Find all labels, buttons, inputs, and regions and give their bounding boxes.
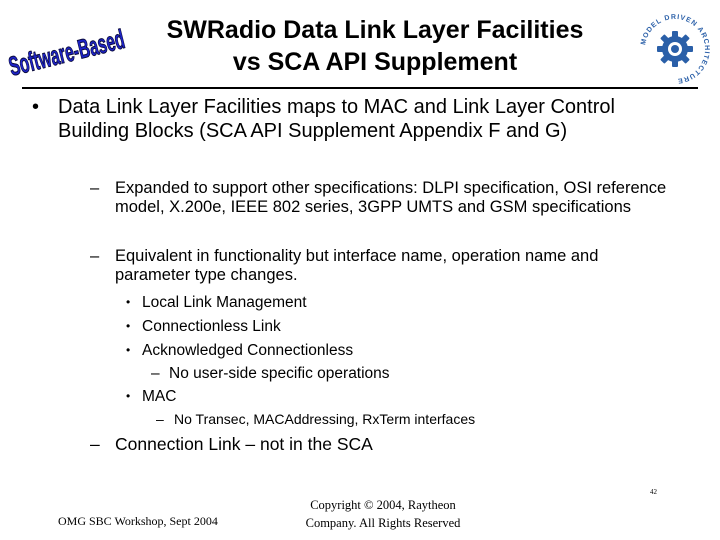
page-title — [135, 14, 615, 78]
gear-icon — [657, 31, 693, 67]
dash-icon: – — [90, 179, 100, 197]
list-item — [126, 293, 307, 312]
bullet-dot-icon: • — [126, 389, 131, 403]
title-line-1: SWRadio Data Link Layer Facilities — [166, 16, 584, 44]
mda-logo-text: MODEL DRIVEN ARCHITECTURE — [640, 13, 711, 85]
bullet-dot-icon: • — [126, 343, 131, 357]
dash-icon: – — [156, 411, 164, 427]
bullet-dot-icon: • — [126, 295, 131, 309]
mda-logo — [636, 10, 714, 88]
sub-bullet-expanded — [90, 179, 675, 217]
title-divider — [22, 87, 698, 89]
dash-icon: – — [151, 365, 160, 382]
list-item-label: Local Link Management — [142, 294, 307, 311]
bullet-dot-icon: • — [126, 319, 131, 333]
list-subitem-label: No user-side specific operations — [169, 365, 390, 382]
list-item — [126, 387, 177, 406]
list-item — [126, 341, 354, 360]
page-number: 42 — [650, 488, 657, 496]
dash-icon: – — [90, 434, 100, 454]
copyright-line-1: Copyright © 2004, Raytheon — [310, 498, 456, 512]
list-item-label: Acknowledged Connectionless — [142, 342, 354, 359]
software-based-logo — [2, 3, 212, 90]
list-item-label: MAC — [142, 388, 177, 405]
bullet-main-text: Data Link Layer Facilities maps to MAC and Link Layer Control Building Blocks (SCA API Supplement Appendix F and G) — [58, 96, 615, 142]
bullet-main — [32, 95, 678, 143]
list-subitem — [151, 364, 390, 383]
dash-icon: – — [90, 247, 100, 265]
bullet-dot-icon: • — [32, 96, 40, 118]
list-item — [126, 317, 281, 336]
sub-bullet-equivalent — [90, 247, 675, 285]
title-line-2: vs SCA API Supplement — [232, 48, 518, 76]
copyright-line-2: Company. All Rights Reserved — [305, 516, 461, 530]
list-item-label: Connectionless Link — [142, 318, 281, 335]
sub-bullet-connection-text: Connection Link – not in the SCA — [115, 434, 373, 454]
footer-copyright — [278, 496, 488, 532]
footer-workshop: OMG SBC Workshop, Sept 2004 — [58, 514, 218, 528]
sub-bullet-equivalent-text: Equivalent in functionality but interface name, operation name and parameter type changes. — [115, 247, 599, 284]
software-based-logo-text: Software-Based — [5, 3, 212, 82]
list-subitem-label: No Transec, MACAddressing, RxTerm interfaces — [174, 411, 476, 427]
sub-bullet-connection — [90, 433, 373, 455]
list-subitem — [156, 410, 476, 429]
sub-bullet-expanded-text: Expanded to support other specifications: DLPI specification, OSI reference model, X.200e, IEEE 802 series, 3GPP UMTS and GSM specifications — [115, 179, 667, 216]
